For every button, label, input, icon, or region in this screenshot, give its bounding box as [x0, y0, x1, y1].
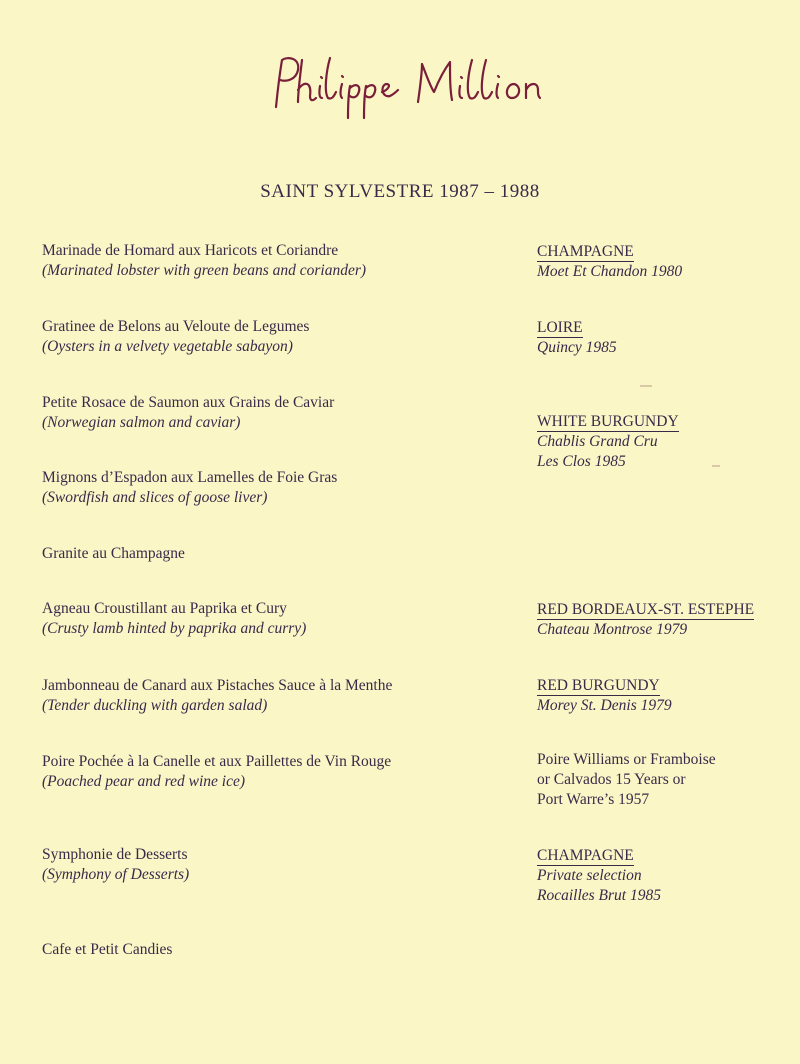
- wine-line: Poire Williams or Framboise: [537, 751, 716, 768]
- course-french: Symphonie de Desserts: [42, 846, 188, 863]
- wine-line: Private selection: [537, 867, 642, 884]
- course-1: [42, 241, 502, 281]
- wine-region: CHAMPAGNE: [537, 847, 634, 864]
- course-6: [42, 599, 502, 639]
- course-english: (Tender duckling with garden salad): [42, 697, 268, 714]
- course-english: (Symphony of Desserts): [42, 866, 190, 883]
- menu-title: SAINT SYLVESTRE 1987 – 1988: [260, 181, 540, 202]
- course-english: (Marinated lobster with green beans and coriander): [42, 262, 367, 279]
- wine-line: Port Warre’s 1957: [537, 791, 650, 808]
- course-english: (Norwegian salmon and caviar): [42, 414, 241, 431]
- course-french: Agneau Croustillant au Paprika et Cury: [42, 600, 287, 617]
- wine-line: Chablis Grand Cru: [537, 433, 658, 450]
- wine-line: Quincy 1985: [537, 339, 617, 356]
- course-french: Gratinee de Belons au Veloute de Legumes: [42, 318, 310, 335]
- paper-speck: [712, 465, 720, 467]
- course-french: Cafe et Petit Candies: [42, 941, 173, 958]
- course-english: (Swordfish and slices of goose liver): [42, 489, 268, 506]
- wine-region: RED BURGUNDY: [537, 677, 660, 694]
- course-10: [42, 940, 502, 960]
- wine-line: Les Clos 1985: [537, 452, 626, 470]
- wine-line: Moet Et Chandon 1980: [537, 263, 683, 280]
- signature-logo: [268, 52, 548, 122]
- course-english: (Oysters in a velvety vegetable sabayon): [42, 338, 293, 355]
- course-english: (Poached pear and red wine ice): [42, 773, 246, 790]
- wine-region: RED BORDEAUX-ST. ESTEPHE: [537, 601, 755, 618]
- course-5: [42, 544, 502, 564]
- course-french: Marinade de Homard aux Haricots et Coriandre: [42, 242, 339, 259]
- course-french: Mignons d’Espadon aux Lamelles de Foie Gras: [42, 469, 338, 486]
- course-french: Granite au Champagne: [42, 545, 185, 562]
- course-french: Poire Pochée à la Canelle et aux Paillettes de Vin Rouge: [42, 753, 392, 770]
- course-french: Petite Rosace de Saumon aux Grains de Caviar: [42, 394, 335, 411]
- wine-region: CHAMPAGNE: [537, 243, 634, 260]
- course-3: [42, 393, 502, 433]
- wine-line: Morey St. Denis 1979: [537, 697, 672, 714]
- course-english: (Crusty lamb hinted by paprika and curry): [42, 620, 307, 637]
- wine-line: or Calvados 15 Years or: [537, 771, 686, 788]
- wine-pairing-6: [537, 750, 792, 810]
- wine-region: LOIRE: [537, 319, 583, 336]
- wine-line: Rocailles Brut 1985: [537, 886, 661, 904]
- wine-line: Chateau Montrose 1979: [537, 621, 688, 638]
- course-7: [42, 676, 502, 716]
- course-french: Jambonneau de Canard aux Pistaches Sauce à la Menthe: [42, 677, 393, 694]
- paper-speck: [640, 385, 652, 387]
- wine-pairing-2: [537, 319, 792, 358]
- course-2: [42, 317, 502, 357]
- wine-pairing-1: [537, 243, 792, 282]
- wine-pairing-4: [537, 601, 792, 640]
- course-9: [42, 845, 502, 885]
- wine-pairing-5: [537, 677, 792, 716]
- wine-region: WHITE BURGUNDY: [537, 413, 679, 430]
- course-4: [42, 468, 502, 508]
- wine-pairing-7: [537, 847, 792, 905]
- wine-pairing-3: [537, 413, 792, 471]
- course-8: [42, 752, 502, 792]
